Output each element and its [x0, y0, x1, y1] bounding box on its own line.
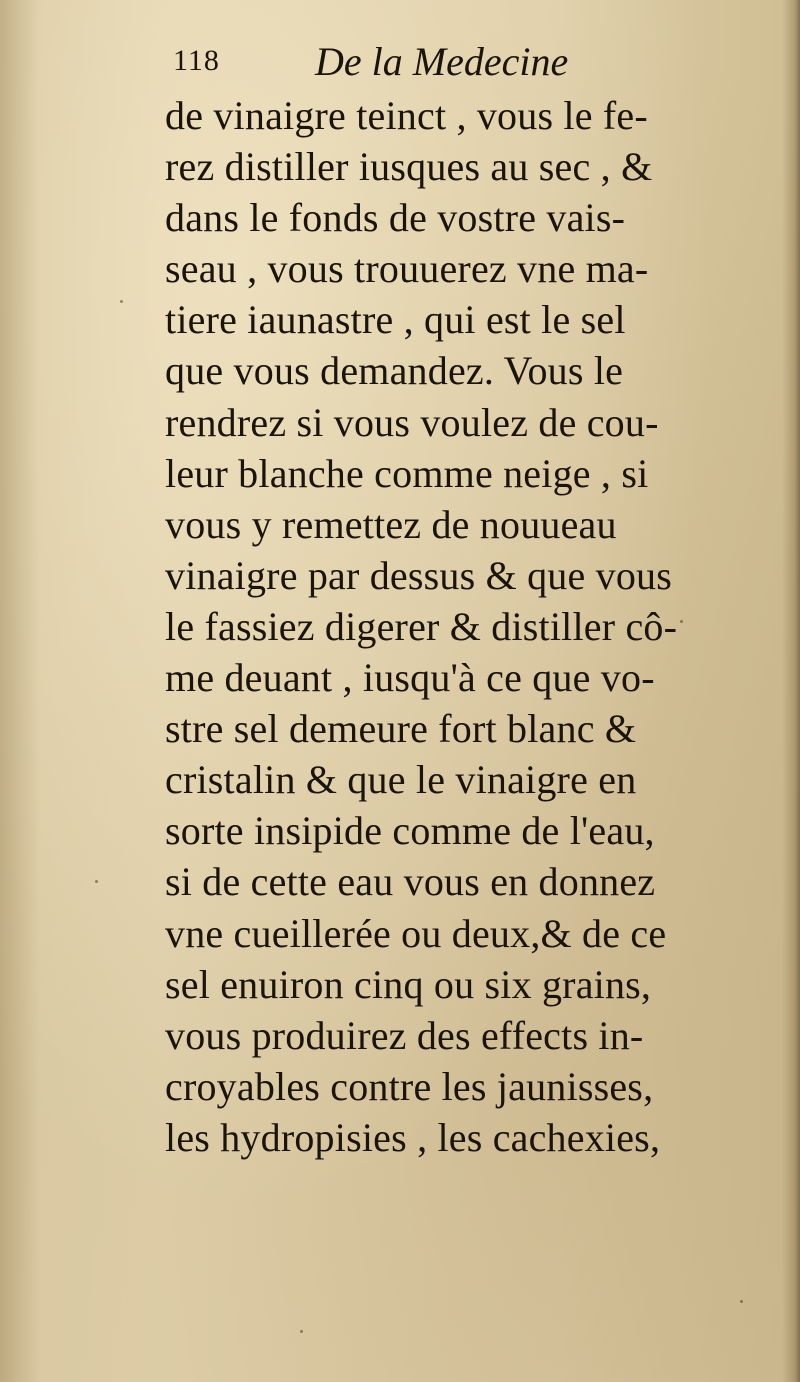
text-line: le fassiez digerer & distiller cô-	[165, 603, 678, 649]
text-line: vous y remettez de nouueau	[165, 501, 617, 547]
text-line: croyables contre les jaunisses,	[165, 1063, 654, 1109]
gutter-shadow	[0, 0, 40, 1382]
page-number: 118	[173, 44, 220, 77]
paper-speck	[95, 880, 98, 883]
text-line: vne cueillerée ou deux,& de ce	[165, 910, 667, 956]
text-line: stre sel demeure fort blanc &	[165, 706, 637, 752]
body-text	[165, 90, 765, 1163]
text-line: dans le fonds de vostre vais-	[165, 195, 626, 241]
paper-speck	[740, 1300, 743, 1303]
text-line: si de cette eau vous en donnez	[165, 859, 656, 905]
paper-speck	[120, 300, 123, 303]
text-line: vous produirez des effects in-	[165, 1012, 644, 1058]
text-line: sel enuiron cinq ou six grains,	[165, 961, 652, 1007]
running-title: De la Medecine	[315, 39, 569, 84]
text-line: rez distiller iusques au sec , &	[165, 144, 653, 190]
text-line: me deuant , iusqu'à ce que vo-	[165, 655, 655, 701]
text-line: vinaigre par dessus & que vous	[165, 552, 673, 598]
text-line: tiere iaunastre , qui est le sel	[165, 297, 626, 343]
text-line: seau , vous trouuerez vne ma-	[165, 246, 649, 292]
text-line: sorte insipide comme de l'eau,	[165, 808, 655, 854]
text-line: cristalin & que le vinaigre en	[165, 757, 637, 803]
text-line: rendrez si vous voulez de cou-	[165, 399, 659, 445]
page-edge	[782, 0, 800, 1382]
text-line: que vous demandez. Vous le	[165, 348, 624, 394]
paper-speck	[300, 1330, 303, 1333]
page-header	[165, 38, 725, 86]
text-line: de vinaigre teinct , vous le fe-	[165, 93, 648, 138]
text-line: leur blanche comme neige , si	[165, 450, 649, 496]
paper-speck	[680, 620, 683, 623]
text-line: les hydropisies , les cachexies,	[165, 1114, 661, 1160]
